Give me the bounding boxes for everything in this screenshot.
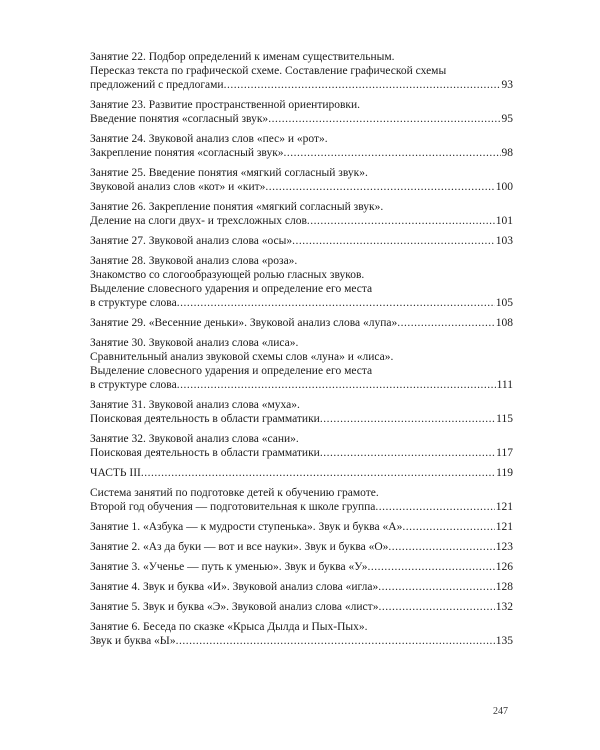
toc-entry bbox=[90, 486, 513, 514]
toc-page-ref: 101 bbox=[495, 215, 513, 227]
toc-page-ref: 121 bbox=[495, 521, 513, 533]
toc-page-ref: 115 bbox=[496, 413, 513, 425]
dot-leader bbox=[177, 378, 496, 392]
toc-entry-leader-line bbox=[90, 500, 513, 514]
toc-entry-leader-line bbox=[90, 180, 513, 194]
toc-entry bbox=[90, 98, 513, 126]
toc-entry-title: в структуре слова bbox=[90, 379, 177, 391]
toc-page-ref: 121 bbox=[495, 501, 513, 513]
toc-entry-leader-line bbox=[90, 78, 513, 92]
toc-entry-title: Второй год обучения — подготовительная к школе группа bbox=[90, 501, 376, 513]
toc-entry bbox=[90, 466, 513, 480]
toc-entry-title: Введение понятия «согласный звук» bbox=[90, 113, 269, 125]
toc-entry-title: Поисковая деятельность в области грамматики bbox=[90, 413, 320, 425]
dot-leader bbox=[307, 214, 495, 228]
toc-entry bbox=[90, 50, 513, 92]
toc-page-ref: 95 bbox=[501, 113, 513, 125]
toc-entry-leader-line bbox=[90, 296, 513, 310]
dot-leader bbox=[375, 500, 494, 514]
dot-leader bbox=[224, 78, 501, 92]
toc-page-ref: 135 bbox=[495, 635, 513, 647]
dot-leader bbox=[397, 316, 495, 330]
dot-leader bbox=[320, 412, 495, 426]
toc-entry-leader-line bbox=[90, 540, 513, 554]
toc-entry-title: Звуковой анализ слов «кот» и «кит» bbox=[90, 181, 266, 193]
dot-leader bbox=[292, 234, 495, 248]
toc-page-ref: 98 bbox=[501, 147, 513, 159]
toc-entry-line: Занятие 26. Закрепление понятия «мягкий согласный звук». bbox=[90, 201, 384, 213]
toc-entry bbox=[90, 432, 513, 460]
toc-entry-line: Занятие 32. Звуковой анализ слова «сани». bbox=[90, 433, 299, 445]
toc-entry-leader-line bbox=[90, 466, 513, 480]
toc-entry-line: Пересказ текста по графической схеме. Составление графической схемы bbox=[90, 65, 447, 77]
dot-leader bbox=[177, 296, 495, 310]
dot-leader bbox=[378, 580, 494, 594]
dot-leader bbox=[141, 466, 495, 480]
dot-leader bbox=[378, 600, 494, 614]
toc-entry bbox=[90, 336, 513, 392]
toc-page-ref: 105 bbox=[495, 297, 513, 309]
toc-entry bbox=[90, 398, 513, 426]
toc-page-ref: 132 bbox=[495, 601, 513, 613]
toc-entry-title: Занятие 3. «Ученье — путь к уменью». Звук и буква «У» bbox=[90, 561, 368, 573]
dot-leader bbox=[320, 446, 495, 460]
toc-page-ref: 117 bbox=[496, 447, 513, 459]
toc-entry-title: Деление на слоги двух- и трехсложных слов bbox=[90, 215, 307, 227]
toc-entry-title: ЧАСТЬ III bbox=[90, 467, 141, 479]
toc-entry-line: Занятие 24. Звуковой анализ слов «пес» и «рот». bbox=[90, 133, 328, 145]
toc-entry-title: Поисковая деятельность в области грамматики bbox=[90, 447, 320, 459]
toc-page-ref: 123 bbox=[495, 541, 513, 553]
toc-entry-line: Выделение словесного ударения и определение его места bbox=[90, 365, 373, 377]
toc-page-ref: 126 bbox=[495, 561, 513, 573]
toc-entry-leader-line bbox=[90, 234, 513, 248]
toc-entry bbox=[90, 316, 513, 330]
toc-entry bbox=[90, 234, 513, 248]
toc-entry-title: предложений с предлогами bbox=[90, 79, 224, 91]
dot-leader bbox=[268, 112, 500, 126]
toc-entry-line: Занятие 30. Звуковой анализ слова «лиса». bbox=[90, 337, 299, 349]
toc-entry-title: Занятие 2. «Аз да буки — вот и все науки». Звук и буква «О» bbox=[90, 541, 389, 553]
toc-entry bbox=[90, 200, 513, 228]
toc-entry-title: Занятие 1. «Азбука — к мудрости ступенька». Звук и буква «А» bbox=[90, 521, 403, 533]
toc-entry-line: Сравнительный анализ звуковой схемы слов «луна» и «лиса». bbox=[90, 351, 394, 363]
toc-entry-line: Занятие 23. Развитие пространственной ориентировки. bbox=[90, 99, 361, 111]
toc-entry-title: Занятие 5. Звук и буква «Э». Звуковой анализ слова «лист» bbox=[90, 601, 379, 613]
toc-entry-leader-line bbox=[90, 580, 513, 594]
toc-entry bbox=[90, 166, 513, 194]
toc-entry bbox=[90, 132, 513, 160]
toc-entry-title: Занятие 29. «Весенние деньки». Звуковой анализ слова «лупа» bbox=[90, 317, 398, 329]
dot-leader bbox=[265, 180, 494, 194]
toc-page-ref: 93 bbox=[501, 79, 513, 91]
toc-entry-line: Занятие 28. Звуковой анализ слова «роза». bbox=[90, 255, 298, 267]
page-number: 247 bbox=[493, 706, 508, 717]
toc-entry-leader-line bbox=[90, 214, 513, 228]
dot-leader bbox=[388, 540, 494, 554]
toc-entry bbox=[90, 254, 513, 310]
toc-entry-title: Закрепление понятия «согласный звук» bbox=[90, 147, 284, 159]
toc-entry-leader-line bbox=[90, 446, 513, 460]
toc-entry-leader-line bbox=[90, 520, 513, 534]
toc-entry-line: Выделение словесного ударения и определение его места bbox=[90, 283, 373, 295]
toc-entry-leader-line bbox=[90, 378, 513, 392]
toc-entry-leader-line bbox=[90, 316, 513, 330]
toc-page-ref: 111 bbox=[496, 379, 513, 391]
toc-entry-line: Занятие 25. Введение понятия «мягкий согласный звук». bbox=[90, 167, 368, 179]
dot-leader bbox=[284, 146, 501, 160]
dot-leader bbox=[176, 634, 495, 648]
toc-entry-title: Занятие 4. Звук и буква «И». Звуковой анализ слова «игла» bbox=[90, 581, 379, 593]
toc-entry bbox=[90, 600, 513, 614]
toc-entry bbox=[90, 520, 513, 534]
toc-entry bbox=[90, 540, 513, 554]
dot-leader bbox=[367, 560, 494, 574]
toc-entry bbox=[90, 620, 513, 648]
toc-page-ref: 128 bbox=[495, 581, 513, 593]
toc-entry-leader-line bbox=[90, 412, 513, 426]
toc-entry-line: Знакомство со слогообразующей ролью гласных звуков. bbox=[90, 269, 365, 281]
toc-entry-leader-line bbox=[90, 560, 513, 574]
toc-entry-line: Система занятий по подготовке детей к обучению грамоте. bbox=[90, 487, 379, 499]
toc-page-ref: 103 bbox=[495, 235, 513, 247]
toc-entry-line: Занятие 31. Звуковой анализ слова «муха». bbox=[90, 399, 300, 411]
toc-entry-title: в структуре слова bbox=[90, 297, 177, 309]
toc-entry-line: Занятие 6. Беседа по сказке «Крыса Дылда и Пых-Пых». bbox=[90, 621, 368, 633]
toc-entry-line: Занятие 22. Подбор определений к именам существительным. bbox=[90, 51, 395, 63]
dot-leader bbox=[402, 520, 494, 534]
toc-entry-title: Звук и буква «Ы» bbox=[90, 635, 176, 647]
toc-entry-title: Занятие 27. Звуковой анализ слова «осы» bbox=[90, 235, 293, 247]
toc-entry-leader-line bbox=[90, 112, 513, 126]
toc-page-ref: 119 bbox=[496, 467, 513, 479]
toc-entry bbox=[90, 560, 513, 574]
toc-entry-leader-line bbox=[90, 634, 513, 648]
table-of-contents bbox=[90, 50, 513, 654]
toc-entry-leader-line bbox=[90, 600, 513, 614]
toc-entry bbox=[90, 580, 513, 594]
toc-page-ref: 108 bbox=[495, 317, 513, 329]
toc-entry-leader-line bbox=[90, 146, 513, 160]
toc-page-ref: 100 bbox=[495, 181, 513, 193]
